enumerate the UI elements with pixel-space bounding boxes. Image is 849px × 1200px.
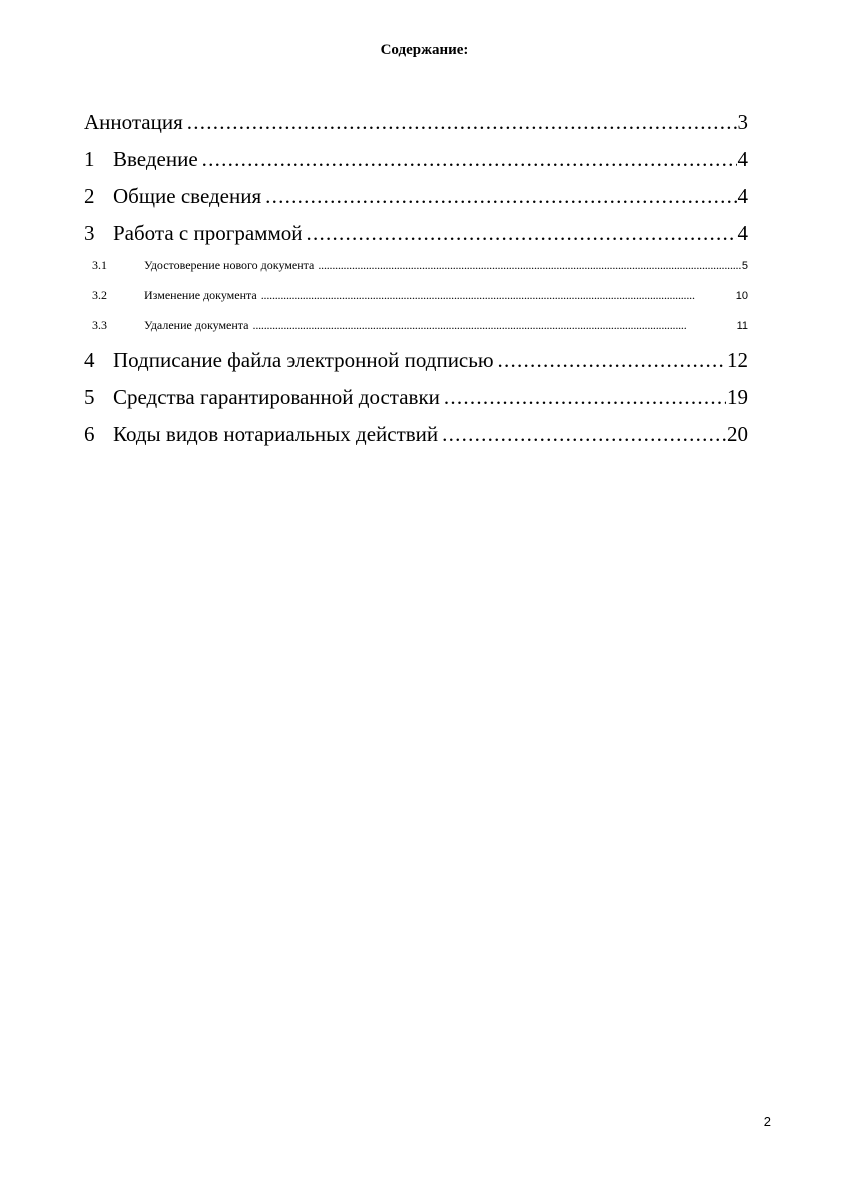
toc-entry-label: Введение bbox=[113, 147, 198, 171]
toc-entry-number: 1 bbox=[84, 147, 95, 171]
toc-entry-working-with-program[interactable] bbox=[84, 217, 748, 254]
toc-leader-dots bbox=[318, 254, 741, 276]
toc-leader-dots bbox=[253, 314, 736, 336]
toc-entry-label: Удаление документа bbox=[144, 318, 249, 332]
toc-entry-page: 19 bbox=[727, 385, 748, 409]
toc-entry-page: 4 bbox=[737, 221, 748, 245]
toc-entry-number: 6 bbox=[84, 422, 95, 446]
toc-entry-page: 5 bbox=[741, 260, 748, 272]
toc-entry-general-info[interactable] bbox=[84, 180, 748, 217]
toc-entry-document-deletion[interactable] bbox=[84, 314, 748, 344]
toc-entry-number: 2 bbox=[84, 184, 95, 208]
toc-entry-label: Средства гарантированной доставки bbox=[113, 385, 440, 409]
toc-entry-page: 12 bbox=[727, 348, 748, 372]
toc-leader-dots bbox=[442, 418, 726, 450]
toc-entry-number: 4 bbox=[84, 348, 95, 372]
toc-entry-guaranteed-delivery[interactable] bbox=[84, 381, 748, 418]
toc-entry-number: 5 bbox=[84, 385, 95, 409]
toc-entry-page: 4 bbox=[737, 147, 748, 171]
toc-entry-number: 3.3 bbox=[92, 318, 107, 332]
toc-entry-number: 3 bbox=[84, 221, 95, 245]
toc-entry-introduction[interactable] bbox=[84, 143, 748, 180]
toc-entry-label: Коды видов нотариальных действий bbox=[113, 422, 439, 446]
toc-entry-label: Изменение документа bbox=[144, 288, 257, 302]
toc-entry-document-change[interactable] bbox=[84, 284, 748, 314]
toc-entry-label: Подписание файла электронной подписью bbox=[113, 348, 494, 372]
toc-entry-electronic-signature[interactable] bbox=[84, 344, 748, 381]
toc-entry-new-document-certification[interactable] bbox=[84, 254, 748, 284]
page-number: 2 bbox=[763, 1114, 771, 1129]
toc-leader-dots bbox=[498, 344, 726, 376]
toc-entry-notarial-action-codes[interactable] bbox=[84, 418, 748, 455]
toc-entry-page: 10 bbox=[735, 290, 748, 302]
toc-entry-page: 4 bbox=[737, 184, 748, 208]
toc-entry-label: Удостоверение нового документа bbox=[144, 258, 315, 272]
toc-leader-dots bbox=[306, 217, 736, 249]
toc-entry-number: 3.2 bbox=[92, 288, 107, 302]
toc-entry-page: 11 bbox=[736, 320, 748, 332]
toc-entry-label: Работа с программой bbox=[113, 221, 303, 245]
toc-entry-page: 20 bbox=[727, 422, 748, 446]
toc-entry-page: 3 bbox=[737, 110, 748, 134]
toc-leader-dots bbox=[444, 381, 726, 413]
toc-leader-dots bbox=[187, 106, 737, 138]
toc-entry-label: Аннотация bbox=[84, 110, 183, 134]
toc-entry-label: Общие сведения bbox=[113, 184, 262, 208]
table-of-contents bbox=[84, 106, 748, 455]
toc-title: Содержание: bbox=[380, 42, 469, 58]
toc-entry-annotation[interactable] bbox=[84, 106, 748, 143]
toc-leader-dots bbox=[261, 284, 735, 306]
toc-entry-number: 3.1 bbox=[92, 258, 107, 272]
toc-leader-dots bbox=[202, 143, 737, 175]
toc-leader-dots bbox=[265, 180, 736, 212]
